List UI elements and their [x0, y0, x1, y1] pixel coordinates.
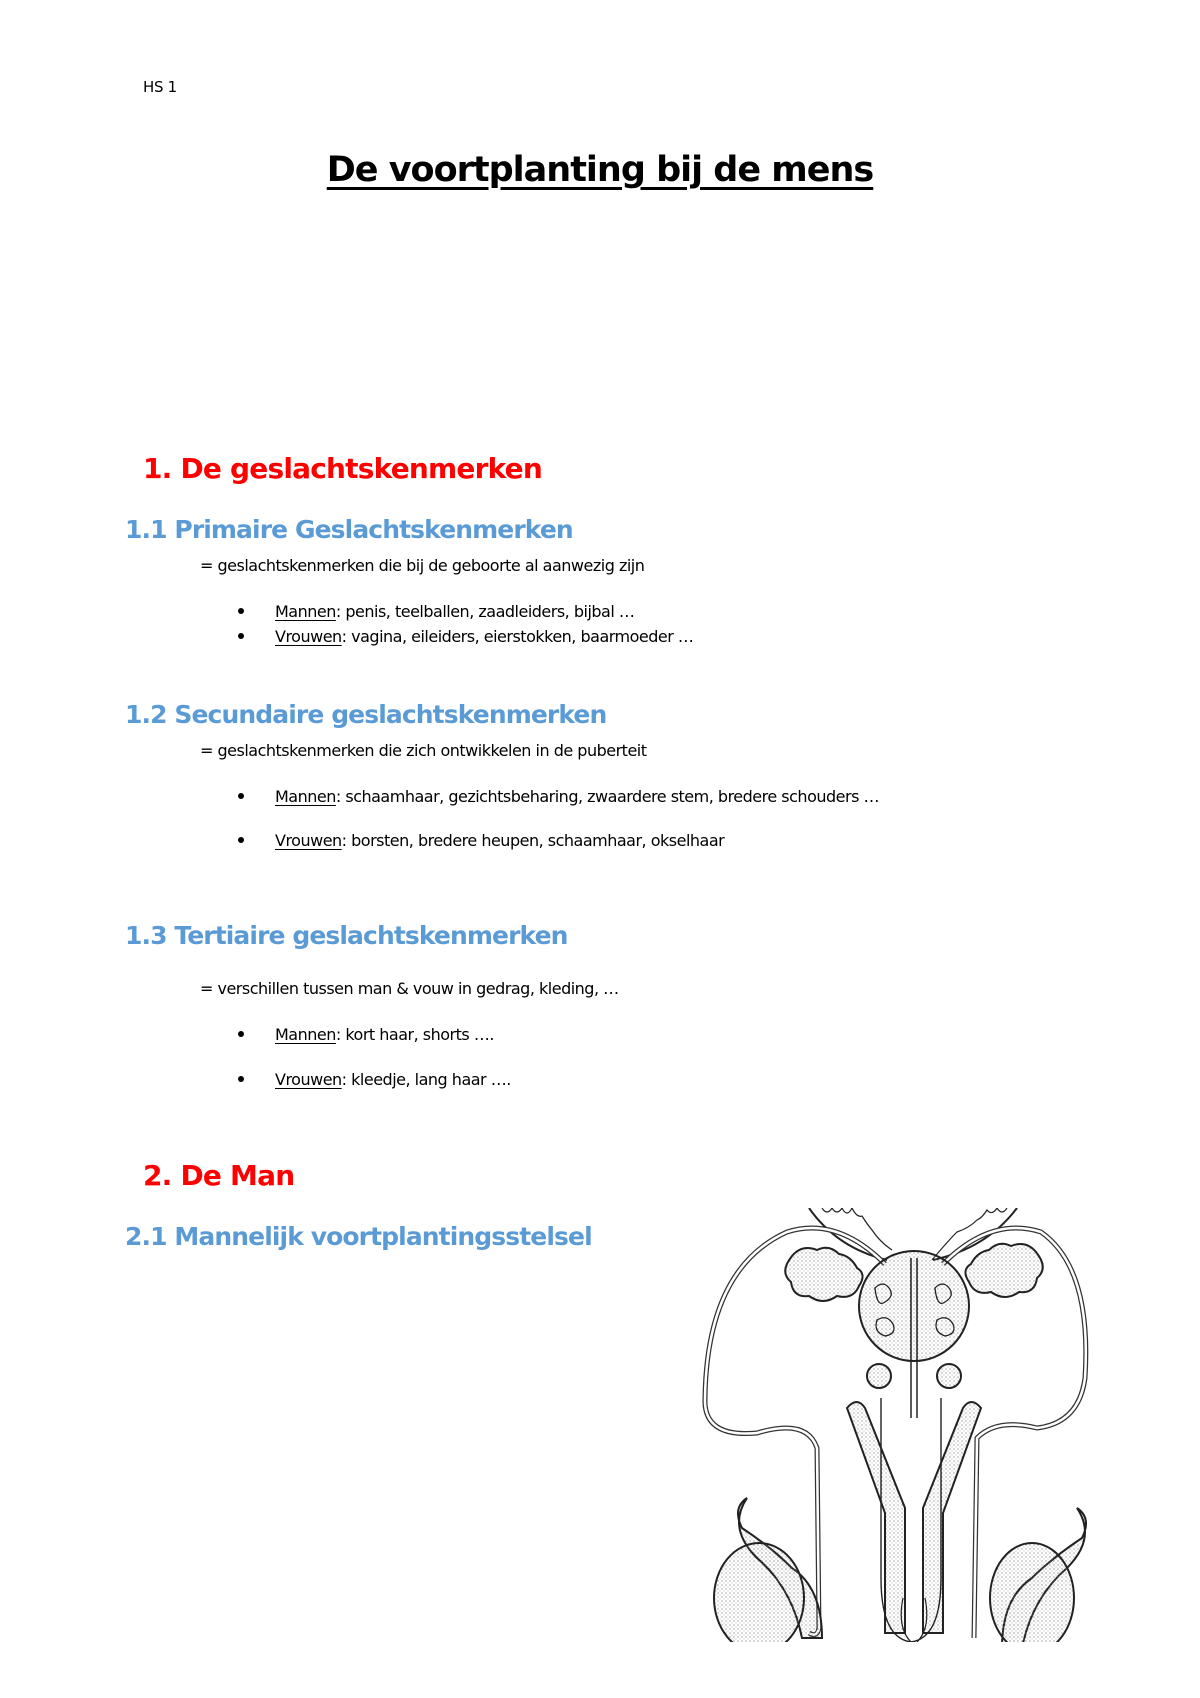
bullet-icon	[238, 1031, 244, 1037]
bullet-text: : kort haar, shorts ….	[335, 1025, 494, 1044]
bullet-label: Vrouwen	[275, 1070, 342, 1089]
bullet-label: Mannen	[275, 602, 336, 621]
bullet-label: Mannen	[275, 787, 336, 806]
bullet-item	[275, 1025, 494, 1044]
section-heading-1: 1. De geslachtskenmerken	[143, 452, 542, 485]
bullet-icon	[238, 608, 244, 614]
chapter-label: HS 1	[143, 78, 177, 96]
bullet-text: : schaamhaar, gezichtsbeharing, zwaardere stem, bredere schouders …	[335, 787, 879, 806]
section-heading-2: 2. De Man	[143, 1159, 295, 1192]
bullet-icon	[238, 837, 244, 843]
subsection-heading-2-1: 2.1 Mannelijk voortplantingsstelsel	[125, 1222, 592, 1251]
subsection-heading-1-3: 1.3 Tertiaire geslachtskenmerken	[125, 921, 568, 950]
bullet-icon	[238, 793, 244, 799]
subsection-heading-1-1: 1.1 Primaire Geslachtskenmerken	[125, 515, 573, 544]
subsection-heading-1-2: 1.2 Secundaire geslachtskenmerken	[125, 700, 607, 729]
bullet-item	[275, 1070, 511, 1089]
bullet-item	[275, 787, 879, 806]
bullet-icon	[238, 1076, 244, 1082]
definition-1-3: = verschillen tussen man & vouw in gedrag, kleding, …	[200, 979, 619, 998]
bullet-item	[275, 602, 634, 621]
bullet-icon	[238, 633, 244, 639]
bullet-label: Vrouwen	[275, 831, 342, 850]
bullet-item	[275, 627, 693, 646]
bullet-text: : borsten, bredere heupen, schaamhaar, okselhaar	[341, 831, 725, 850]
bullet-text: : kleedje, lang haar ….	[341, 1070, 511, 1089]
bullet-label: Vrouwen	[275, 627, 342, 646]
reproductive-system-diagram	[697, 1208, 1131, 1642]
bullet-item	[275, 831, 724, 850]
male-reproductive-diagram-icon	[697, 1208, 1131, 1642]
page-title: De voortplanting bij de mens	[326, 150, 874, 190]
bullet-text: : vagina, eileiders, eierstokken, baarmoeder …	[341, 627, 694, 646]
bullet-label: Mannen	[275, 1025, 336, 1044]
bullet-text: : penis, teelballen, zaadleiders, bijbal …	[335, 602, 635, 621]
definition-1-2: = geslachtskenmerken die zich ontwikkelen in de puberteit	[200, 741, 647, 760]
definition-1-1: = geslachtskenmerken die bij de geboorte al aanwezig zijn	[200, 556, 645, 575]
